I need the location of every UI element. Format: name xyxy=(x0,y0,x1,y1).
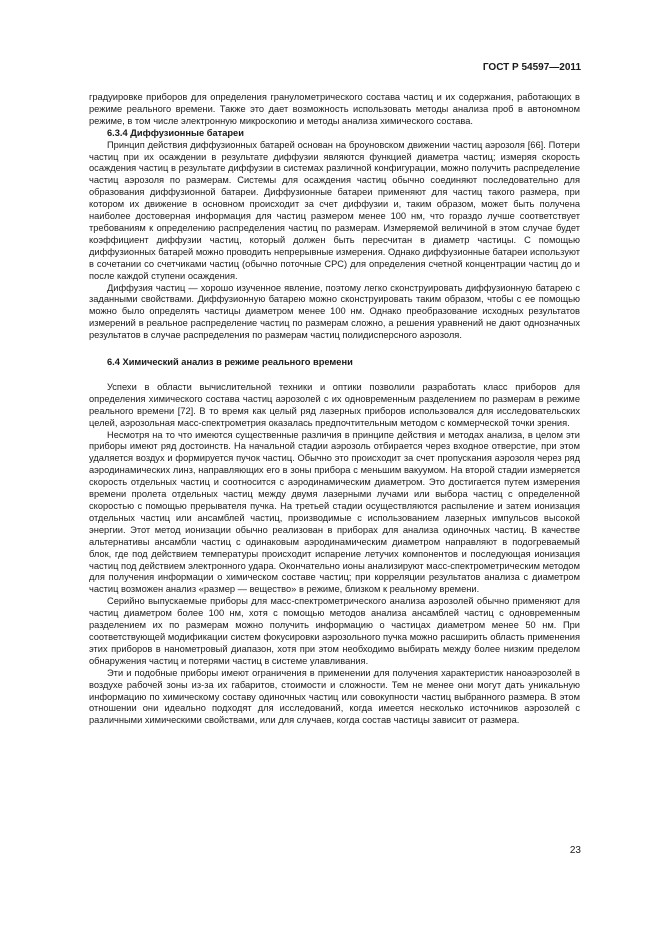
paragraph: Диффузия частиц — хорошо изученное явление, поэтому легко сконструировать диффузионную батарею с заданными свойствами. Диффузионную батарею можно сконструировать таким образом, чтобы с ее помощью можно было определять частицы диаметром менее 100 нм. Однако преобразование исходных результатов измерений в реальное распределение частиц по размерам сложно, а решения уравнений не дают однозначных результатов в случае распределения по размерам частиц полидисперсного аэрозоля. xyxy=(89,282,580,341)
paragraph: Успехи в области вычислительной техники и оптики позволили разработать класс приборов для определения химического состава частиц аэрозолей с их одновременным разделением по размерам в режиме реального времени [72]. В то время как целый ряд лазерных приборов использовался для исследовательских целей, аэрозольная масс-спектрометрия оказалась предпочтительным методом с коммерческой точки зрения. xyxy=(89,381,580,428)
section-heading-6-3-4: 6.3.4 Диффузионные батареи xyxy=(107,127,244,138)
paragraph: Принцип действия диффузионных батарей основан на броуновском движении частиц аэрозоля [66]. Потери частиц при их осаждении в результате диффузии являются функцией диаметра частиц; измеряя скорость осаждения частиц в результате диффузии в системах различной конфигурации, можно получить распределение частиц аэрозоля по размерам. Системы для осаждения частиц обычно соединяют последовательно для образования диффузионной батареи. Диффузионные батареи применяют для частиц такого размера, при котором их движение в основном происходит за счет диффузии и, таким образом, может быть получена наиболее достоверная информация для частиц размером менее 100 нм, что гораздо лучше соответствует требованиям к определению распределения частиц по размерам. Измеряемой величиной в этом случае будет коэффициент диффузии частиц, который должен быть пересчитан в диаметр частицы. С помощью диффузионных батарей можно проводить непрерывные измерения. Однако диффузионные батареи используют в сочетании со счетчиками частиц (обычно поточные CPC) для определения счетной концентрации частиц до и после каждой ступени осаждения. xyxy=(89,139,580,281)
paragraph: градуировке приборов для определения гранулометрического состава частиц и их содержания, работающих в режиме реального времени. Также это дает возможность использовать методы анализа проб в автономном режиме, в том числе электронную микроскопию и методы анализа химического состава. xyxy=(89,92,580,126)
paragraph: Серийно выпускаемые приборы для масс-спектрометрического анализа аэрозолей обычно применяют для частиц диаметром более 100 нм, хотя с помощью методов анализа ансамблей частиц с одновременным разделением их по размерам можно получить информацию о частицах диаметром менее 50 нм. При соответствующей модификации систем фокусировки аэрозольного пучка можно расширить область применения этих приборов в нанометровый диапазон, хотя при этом необходимо выбирать между более низким пределом обнаружения частиц и потерями частиц в системе улавливания. xyxy=(89,596,580,666)
paragraph: Несмотря на то что имеются существенные различия в принципе действия и методах анализа, в целом эти приборы имеют ряд достоинств. На начальной стадии аэрозоль отбирается через входное отверстие, при этом удаляется воздух и формируется пучок частиц. Обычно это происходит за счет пропускания аэрозоля через ряд аэродинамических линз, направляющих его в зоны прибора с меньшим вакуумом. На второй стадии измеряется скорость отдельных частиц и соотносится с аэродинамическим диаметром. Это достигается путем измерения времени пролета отдельных частиц между двумя лазерными лучами или выбора частиц с определенной скоростью с помощью прерывателя пучка. На третьей стадии осуществляются распыление и затем ионизация отдельных частиц или ансамблей частиц, производимые с использованием лазерных импульсов высокой энергии. Этот метод ионизации обычно реализован в приборах для анализа одиночных частиц. В качестве альтернативы ансамбли частиц с одинаковым аэродинамическим диаметром направляют в подогреваемый блок, где под действием температуры происходит испарение летучих компонентов и последующая ионизация частиц под действием электронного удара. Окончательно ионы анализируют масс-спектрометрическим методом для получения информации о химическом составе частиц; при корреляции результатов анализа с диаметром частиц возможен анализ «размер — вещество» в режиме, близком к реальному времени. xyxy=(89,429,580,595)
section-heading-6-4: 6.4 Химический анализ в режиме реального времени xyxy=(107,357,353,368)
paragraph: Эти и подобные приборы имеют ограничения в применении для получения характеристик наноаэрозолей в воздухе рабочей зоны из-за их габаритов, стоимости и сложности. Тем не менее они могут дать уникальную информацию по химическому составу одиночных частиц или совокупности частиц выбранного размера. В этом отношении они идеально подходят для исследований, когда имеется несколько источников аэрозолей с различными химическими свойствами, или для случаев, когда состав частицы зависит от размера. xyxy=(89,667,580,726)
document-id: ГОСТ Р 54597—2011 xyxy=(482,62,581,73)
page-number: 23 xyxy=(569,845,581,856)
page-body xyxy=(89,92,580,727)
